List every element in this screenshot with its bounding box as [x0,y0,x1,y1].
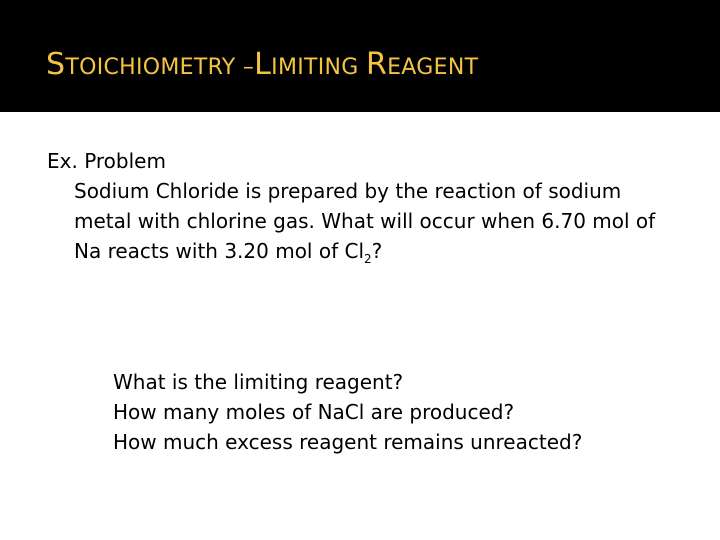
title-initial-r: R [365,47,388,82]
title-initial-s: S [46,47,66,82]
example-heading: Ex. Problem [47,149,166,173]
title-word-reagent: EAGENT [387,55,479,80]
question-list [113,367,673,457]
slide-title [46,45,478,88]
title-initial-l: L [254,47,272,82]
title-word-stoichiometry: TOICHIOMETRY [65,55,236,80]
slide-body [47,146,697,266]
problem-text: Sodium Chloride is prepared by the reaction of sodium metal with chlorine gas. What will occur when 6.70 mol of Na reacts with 3.20 mol of Cl [74,179,656,263]
problem-statement [74,176,684,266]
title-bar [0,0,720,112]
title-word-limiting: IMITING [271,55,366,80]
title-separator: – [235,55,255,80]
question-item: How many moles of NaCl are produced? [113,400,515,424]
question-item: How much excess reagent remains unreacted? [113,430,583,454]
chlorine-subscript: 2 [364,252,372,266]
problem-question-mark: ? [371,239,383,263]
question-item: What is the limiting reagent? [113,370,404,394]
